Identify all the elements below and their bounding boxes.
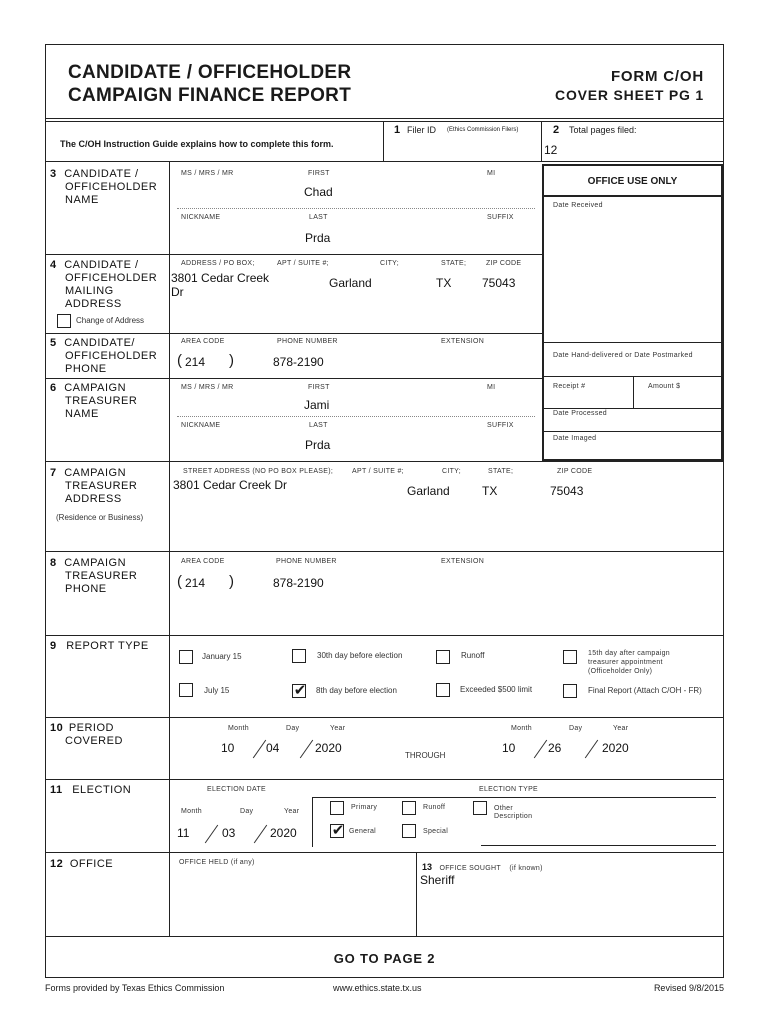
s10-to-day-label: Day — [569, 725, 583, 732]
date-received-label: Date Received — [553, 202, 603, 209]
s3-dotted-rule — [177, 208, 535, 209]
section7-line2: TREASURER — [65, 480, 138, 492]
election-other-line2: Description — [494, 813, 533, 820]
office-use-rule-1 — [542, 342, 723, 343]
report-15th-day-line1: 15th day after campaign — [588, 650, 671, 657]
report-july15-label: July 15 — [204, 686, 230, 695]
s10-from-month-label: Month — [228, 725, 249, 732]
office-held-label: OFFICE HELD (if any) — [179, 859, 255, 866]
s7-apt-label: APT / SUITE #; — [352, 468, 404, 475]
s11-bottom-rule — [45, 852, 724, 853]
s6-dotted-rule — [177, 416, 535, 417]
s3-first-value[interactable]: Chad — [304, 185, 333, 199]
report-final-checkbox[interactable] — [563, 684, 577, 698]
s11-date-rule — [312, 797, 716, 798]
office-use-title: OFFICE USE ONLY — [587, 176, 678, 187]
report-exceeded-checkbox[interactable] — [436, 683, 450, 697]
section8-num: 8 — [50, 557, 57, 569]
receipt-divider — [633, 376, 634, 408]
pages-num: 2 — [553, 124, 560, 136]
section9-num: 9 — [50, 640, 57, 652]
filer-id-value[interactable] — [394, 143, 534, 157]
report-runoff-label: Runoff — [461, 651, 485, 660]
s10-to-month-label: Month — [511, 725, 532, 732]
election-other-rule — [481, 845, 716, 846]
instruction-text: The C/OH Instruction Guide explains how to complete this form. — [60, 139, 334, 149]
s5-phone-value[interactable]: 878-2190 — [273, 355, 324, 369]
s11-year-value[interactable]: 2020 — [270, 826, 297, 840]
election-other-label — [494, 805, 532, 821]
s9-bottom-rule — [45, 717, 724, 718]
s5-ext-label: EXTENSION — [441, 338, 485, 345]
office-use-rule-4 — [542, 431, 723, 432]
s10-to-month-value[interactable]: 10 — [502, 741, 516, 755]
section4-label — [50, 259, 157, 311]
s4-city-value[interactable]: Garland — [329, 276, 372, 290]
election-general-label: General — [349, 828, 377, 835]
section7-num: 7 — [50, 467, 57, 479]
s3-ms-label: MS / MRS / MR — [181, 170, 234, 177]
section7-note: (Residence or Business) — [56, 513, 144, 522]
section10-label — [50, 722, 123, 748]
receipt-label: Receipt # — [553, 383, 586, 390]
s4-apt-label: APT / SUITE #; — [277, 260, 329, 267]
section10-num: 10 — [50, 722, 64, 734]
section11-title: ELECTION — [72, 784, 132, 796]
s7-city-label: CITY; — [442, 468, 461, 475]
election-runoff-label: Runoff — [423, 804, 446, 811]
election-primary-label: Primary — [351, 804, 378, 811]
form-title-line2: CAMPAIGN FINANCE REPORT — [68, 85, 352, 106]
s8-rparen: ) — [229, 573, 234, 590]
section5-line1: CANDIDATE/ — [64, 337, 135, 349]
s10-from-day-value[interactable]: 04 — [266, 741, 280, 755]
section5-line3: PHONE — [65, 363, 107, 375]
s5-lparen: ( — [177, 352, 182, 369]
section4-line1: CANDIDATE / — [64, 259, 139, 271]
section5-line2: OFFICEHOLDER — [65, 350, 158, 362]
election-primary-checkbox[interactable] — [330, 801, 344, 815]
s3-nickname-label: NICKNAME — [181, 214, 221, 221]
date-hand-label: Date Hand-delivered or Date Postmarked — [553, 352, 693, 359]
section7-label — [50, 467, 137, 506]
check-icon: ✔ — [293, 681, 307, 699]
form-sheet: COVER SHEET PG 1 — [555, 87, 704, 103]
label-column-divider — [169, 161, 170, 936]
section13-note: (if known) — [509, 865, 543, 872]
s3-first-label: FIRST — [308, 170, 330, 177]
office-sought-value[interactable]: Sheriff — [420, 873, 455, 887]
section4-line4: ADDRESS — [65, 298, 122, 310]
form-title-line1: CANDIDATE / OFFICEHOLDER — [68, 62, 352, 83]
s6-bottom-rule — [45, 461, 724, 462]
s5-area-value[interactable]: 214 — [185, 355, 206, 369]
section12-title: OFFICE — [69, 858, 114, 870]
footer-left: Forms provided by Texas Ethics Commission — [45, 983, 225, 993]
section12-label — [50, 858, 113, 870]
s4-bottom-rule — [45, 333, 542, 334]
s10-from-year-label: Year — [330, 725, 346, 732]
election-general-checkbox[interactable] — [330, 821, 345, 839]
s12-divider — [416, 852, 417, 936]
section11-label — [50, 784, 131, 796]
election-special-label: Special — [423, 828, 449, 835]
s10-from-month-value[interactable]: 10 — [221, 741, 235, 755]
section6-line2: TREASURER — [65, 395, 138, 407]
section7-line1: CAMPAIGN — [64, 467, 127, 479]
check-icon: ✔ — [331, 821, 345, 839]
s7-city-value[interactable]: Garland — [407, 484, 450, 498]
report-30th-day-checkbox[interactable] — [292, 649, 306, 663]
s6-suffix-label: SUFFIX — [487, 422, 514, 429]
s4-address-label: ADDRESS / PO BOX; — [181, 260, 255, 267]
s6-last-label: LAST — [309, 422, 328, 429]
s3-bottom-rule — [45, 254, 542, 255]
s8-bottom-rule — [45, 635, 724, 636]
s11-month-label: Month — [181, 808, 202, 815]
section3-line3: NAME — [65, 194, 99, 206]
pages-value[interactable]: 12 — [544, 143, 558, 157]
election-special-checkbox[interactable] — [402, 824, 416, 838]
s7-state-value[interactable]: TX — [482, 484, 498, 498]
report-15th-day-checkbox[interactable] — [563, 650, 577, 664]
filer-id-label: Filer ID — [407, 125, 436, 135]
s12-bottom-rule — [45, 936, 724, 937]
office-use-title-rule — [542, 195, 723, 197]
report-15th-day-line2: treasurer appointment — [588, 659, 663, 666]
s8-area-value[interactable]: 214 — [185, 576, 206, 590]
section10-line2: COVERED — [65, 735, 123, 747]
section4-line3: MAILING — [65, 285, 114, 297]
section13-num: 13 — [422, 862, 433, 872]
form-code: FORM C/OH — [610, 68, 704, 85]
s6-last-value[interactable]: Prda — [305, 438, 331, 452]
s11-year-label: Year — [284, 808, 300, 815]
section3-line2: OFFICEHOLDER — [65, 181, 158, 193]
report-15th-day-label — [588, 649, 670, 676]
section10-line1: PERIOD — [68, 722, 114, 734]
s11-type-label: ELECTION TYPE — [479, 786, 539, 793]
section8-label — [50, 557, 137, 596]
s7-zip-value[interactable]: 75043 — [550, 484, 584, 498]
filer-id-num: 1 — [394, 124, 401, 136]
s3-mi-label: MI — [487, 170, 496, 177]
section13-title: OFFICE SOUGHT — [439, 865, 501, 872]
section6-label — [50, 382, 137, 421]
s11-day-value[interactable]: 03 — [222, 826, 236, 840]
report-runoff-checkbox[interactable] — [436, 650, 450, 664]
section3-line1: CANDIDATE / — [64, 168, 139, 180]
s6-first-value[interactable]: Jami — [304, 398, 330, 412]
s5-area-label: AREA CODE — [181, 338, 225, 345]
section9-title: REPORT TYPE — [66, 640, 149, 652]
s10-to-day-value[interactable]: 26 — [548, 741, 562, 755]
section5-label — [50, 337, 157, 376]
s10-to-year-value[interactable]: 2020 — [602, 741, 629, 755]
date-imaged-label: Date Imaged — [553, 435, 597, 442]
section6-line3: NAME — [65, 408, 99, 420]
s7-zip-label: ZIP CODE — [557, 468, 593, 475]
s4-address-value-1[interactable]: 3801 Cedar Creek — [171, 271, 270, 285]
s7-street-label: STREET ADDRESS (NO PO BOX PLEASE); — [183, 468, 334, 475]
s6-first-label: FIRST — [308, 384, 330, 391]
s11-date-label: ELECTION DATE — [207, 786, 267, 793]
pages-label: Total pages filed: — [569, 125, 637, 135]
section8-line1: CAMPAIGN — [64, 557, 127, 569]
report-january15-checkbox[interactable] — [179, 650, 193, 664]
s5-rparen: ) — [229, 352, 234, 369]
section9-label — [50, 640, 149, 652]
go-to-page-2: GO TO PAGE 2 — [333, 951, 436, 966]
s10-from-year-value[interactable]: 2020 — [315, 741, 342, 755]
s10-from-day-label: Day — [286, 725, 300, 732]
s11-day-label: Day — [240, 808, 254, 815]
section12-num: 12 — [50, 858, 64, 870]
s7-street-value[interactable]: 3801 Cedar Creek Dr — [173, 478, 288, 492]
section6-num: 6 — [50, 382, 57, 394]
report-final-label: Final Report (Attach C/OH - FR) — [588, 686, 702, 695]
s4-state-label: STATE; — [441, 260, 467, 267]
s7-bottom-rule — [45, 551, 724, 552]
section3-num: 3 — [50, 168, 57, 180]
s10-bottom-rule — [45, 779, 724, 780]
s11-divider — [312, 797, 313, 847]
report-exceeded-label: Exceeded $500 limit — [460, 685, 533, 694]
s4-state-value[interactable]: TX — [436, 276, 452, 290]
section8-line3: PHONE — [65, 583, 107, 595]
report-january15-label: January 15 — [202, 652, 242, 661]
election-runoff-checkbox[interactable] — [402, 801, 416, 815]
s4-zip-value[interactable]: 75043 — [482, 276, 516, 290]
pages-divider — [541, 121, 542, 161]
s6-nickname-label: NICKNAME — [181, 422, 221, 429]
section8-line2: TREASURER — [65, 570, 138, 582]
report-8th-day-label: 8th day before election — [316, 686, 397, 695]
report-8th-day-checkbox[interactable] — [292, 681, 307, 699]
s10-to-year-label: Year — [613, 725, 629, 732]
s3-last-label: LAST — [309, 214, 328, 221]
filer-divider — [383, 121, 384, 161]
header-rule-2 — [45, 121, 724, 122]
section4-line2: OFFICEHOLDER — [65, 272, 158, 284]
election-other-checkbox[interactable] — [473, 801, 487, 815]
s4-address-value-2[interactable]: Dr — [171, 285, 184, 299]
s3-suffix-label: SUFFIX — [487, 214, 514, 221]
s4-zip-label: ZIP CODE — [486, 260, 522, 267]
report-30th-day-label: 30th day before election — [317, 651, 403, 660]
s7-state-label: STATE; — [488, 468, 514, 475]
section11-num: 11 — [50, 784, 63, 796]
section3-label — [50, 168, 157, 207]
s8-phone-value[interactable]: 878-2190 — [273, 576, 324, 590]
section7-line3: ADDRESS — [65, 493, 122, 505]
section4-num: 4 — [50, 259, 57, 271]
report-15th-day-line3: (Officeholder Only) — [588, 668, 653, 675]
office-held-value[interactable] — [179, 873, 409, 887]
s11-month-value[interactable]: 11 — [177, 826, 190, 840]
s6-mi-label: MI — [487, 384, 496, 391]
footer-right: Revised 9/8/2015 — [653, 983, 724, 993]
office-use-rule-3 — [542, 408, 723, 409]
change-of-address-label: Change of Address — [76, 316, 145, 325]
s5-phone-label: PHONE NUMBER — [277, 338, 338, 345]
s5-bottom-rule — [45, 378, 542, 379]
section6-line1: CAMPAIGN — [64, 382, 127, 394]
s6-ms-label: MS / MRS / MR — [181, 384, 234, 391]
filer-id-sublabel: (Ethics Commission Filers) — [447, 127, 519, 133]
date-processed-label: Date Processed — [553, 410, 608, 417]
footer-center[interactable]: www.ethics.state.tx.us — [333, 983, 422, 993]
change-of-address-checkbox[interactable] — [57, 314, 71, 328]
s8-phone-label: PHONE NUMBER — [276, 558, 337, 565]
amount-label: Amount $ — [648, 383, 681, 390]
report-july15-checkbox[interactable] — [179, 683, 193, 697]
s3-last-value[interactable]: Prda — [305, 231, 331, 245]
row-rule-3 — [45, 161, 724, 162]
section5-num: 5 — [50, 337, 57, 349]
s8-ext-label: EXTENSION — [441, 558, 485, 565]
s8-area-label: AREA CODE — [181, 558, 225, 565]
election-other-line1: Other — [494, 805, 514, 812]
s8-lparen: ( — [177, 573, 182, 590]
header-rule — [45, 118, 724, 119]
s10-through-label: THROUGH — [405, 751, 446, 760]
s4-city-label: CITY; — [380, 260, 399, 267]
